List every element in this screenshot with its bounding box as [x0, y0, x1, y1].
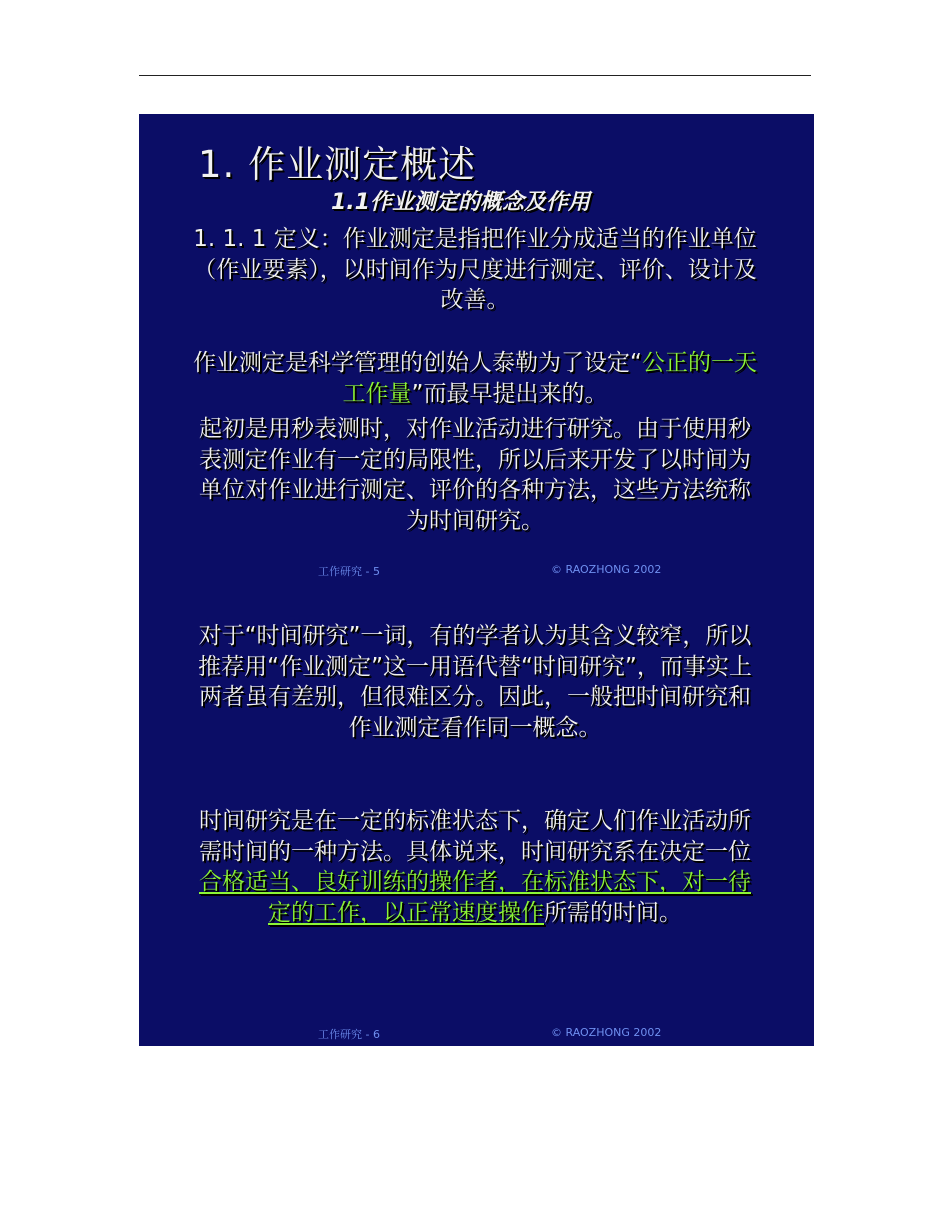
slide1-footer-page: 工作研究 - 5 — [318, 565, 380, 578]
intro-prefix: 作业测定是科学管理的创始人泰勒为了设定“ — [193, 350, 642, 376]
time-study-suffix: 所需的时间。 — [544, 899, 682, 926]
intro-suffix: ”而最早提出来的。 — [411, 380, 608, 407]
origin-paragraph: 起初是用秒表测时，对作业活动进行研究。由于使用秒表测定作业有一定的局限性，所以后来开发了以时间为单位对作业进行测定、评价的各种方法，这些方法统称为时间研究。 — [199, 416, 751, 534]
slide-subtitle: 1.1作业测定的概念及作用 — [331, 190, 590, 215]
slide1-footer-copyright: © RAOZHONG 2002 — [551, 563, 662, 576]
slide-title: 1. 作业测定概述 — [198, 143, 477, 186]
time-study-highlight: 合格适当、良好训练的操作者，在标准状态下，对一待定的工作，以正常速度操作 — [199, 869, 751, 926]
terminology-paragraph: 对于“时间研究”一词，有的学者认为其含义较窄，所以推荐用“作业测定”这一用语代替“时间研究”，而事实上两者虽有差别，但很难区分。因此，一般把时间研究和作业测定看作同一概念。 — [198, 623, 752, 741]
slide2-footer-copyright: © RAOZHONG 2002 — [551, 1026, 662, 1039]
page-top-rule — [139, 75, 811, 76]
intro-paragraph — [190, 348, 760, 409]
intro-highlight: 公正的一天工作量 — [342, 350, 757, 407]
time-study-paragraph — [190, 806, 760, 928]
slide2-footer-page: 工作研究 - 6 — [318, 1028, 380, 1041]
definition-paragraph: 1. 1. 1 定义：作业测定是指把作业分成适当的作业单位（作业要素），以时间作为尺度进行测定、评价、设计及改善。 — [193, 226, 757, 313]
time-study-prefix: 时间研究是在一定的标准状态下，确定人们作业活动所需时间的一种方法。具体说来，时间研究系在决定一位 — [199, 808, 751, 865]
